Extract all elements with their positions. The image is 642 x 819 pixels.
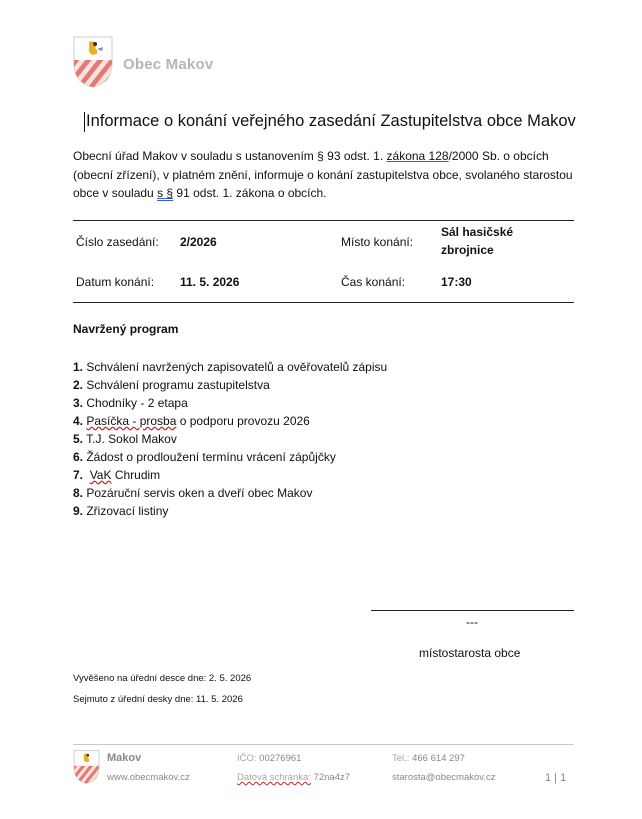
meeting-number-value: 2/2026 [180, 235, 217, 249]
signatory-role: místostarosta obce [419, 646, 521, 660]
intro-text-2: /2000 Sb. o obcích (obecní zřízení), v platném znění, informuje o konání zastupitelstva obce, svolaného starostou obce v souladu [73, 149, 573, 200]
footer-ico: IČO: 00276961 [237, 753, 302, 764]
signature-name-placeholder: --- [466, 615, 478, 629]
posted-date: Vyvěšeno na úřední desce dne: 2. 5. 2026 [73, 673, 252, 684]
program-item[interactable]: 2. Schválení programu zastupitelstva [73, 378, 270, 392]
page-number: 1 | 1 [545, 772, 567, 784]
footer-phone: Tel.: 466 614 297 [392, 753, 465, 764]
footer-email[interactable]: starosta@obecmakov.cz [392, 772, 496, 783]
program-list [73, 358, 387, 520]
program-item[interactable]: 4. Pasíčka - prosba o podporu provozu 2026 [73, 414, 310, 428]
program-item[interactable]: 6. Žádost o prodloužení termínu vrácení zápůjčky [73, 450, 336, 464]
table-bottom-rule [73, 302, 574, 303]
footer-name: Makov [107, 752, 142, 764]
brand-name: Obec Makov [123, 56, 214, 73]
program-item[interactable]: 7. VaK Chrudim [73, 468, 161, 482]
program-heading: Navržený program [73, 322, 179, 336]
meeting-place-label: Místo konání: [341, 235, 414, 249]
spellcheck-flag: Pasíčka - prosba [86, 414, 177, 428]
intro-text-1: Obecní úřad Makov v souladu s ustanovením § 93 odst. 1. [73, 149, 387, 163]
meeting-number-label: Číslo zasedání: [76, 235, 159, 249]
meeting-place-value-line1: Sál hasičské [441, 225, 514, 239]
footer-databox: Datová schránka: 72na4z7 [237, 772, 351, 783]
program-item[interactable]: 3. Chodníky - 2 etapa [73, 396, 188, 410]
meeting-place-value-line2: zbrojnice [441, 243, 494, 257]
program-item[interactable]: 5. T.J. Sokol Makov [73, 432, 177, 446]
footer-crest-logo [73, 750, 100, 784]
table-top-rule [73, 220, 574, 221]
municipality-crest-logo [73, 36, 113, 88]
signature-line [371, 610, 574, 611]
spellcheck-flag: VaK [89, 468, 112, 482]
removed-date: Sejmuto z úřední desky dne: 11. 5. 2026 [73, 694, 243, 705]
intro-paragraph[interactable] [73, 147, 573, 203]
section-reference[interactable]: s § [157, 186, 174, 200]
meeting-time-label: Čas konání: [341, 275, 406, 289]
intro-text-3: 91 odst. 1. zákona o obcích. [173, 186, 327, 200]
program-item[interactable]: 1. Schválení navržených zapisovatelů a ověřovatelů zápisu [73, 360, 388, 374]
document-title[interactable]: Informace o konání veřejného zasedání Zastupitelstva obce Makov [86, 112, 576, 130]
meeting-date-value: 11. 5. 2026 [180, 275, 240, 289]
law-reference-link[interactable]: zákona 128 [386, 149, 449, 163]
program-item[interactable]: 9. Zřizovací listiny [73, 504, 169, 518]
meeting-time-value: 17:30 [441, 275, 472, 289]
program-item[interactable]: 8. Pozáruční servis oken a dveří obec Makov [73, 486, 313, 500]
text-cursor [84, 112, 85, 132]
footer-website[interactable]: www.obecmakov.cz [107, 772, 190, 783]
footer-rule [73, 744, 574, 745]
meeting-date-label: Datum konání: [76, 275, 155, 289]
